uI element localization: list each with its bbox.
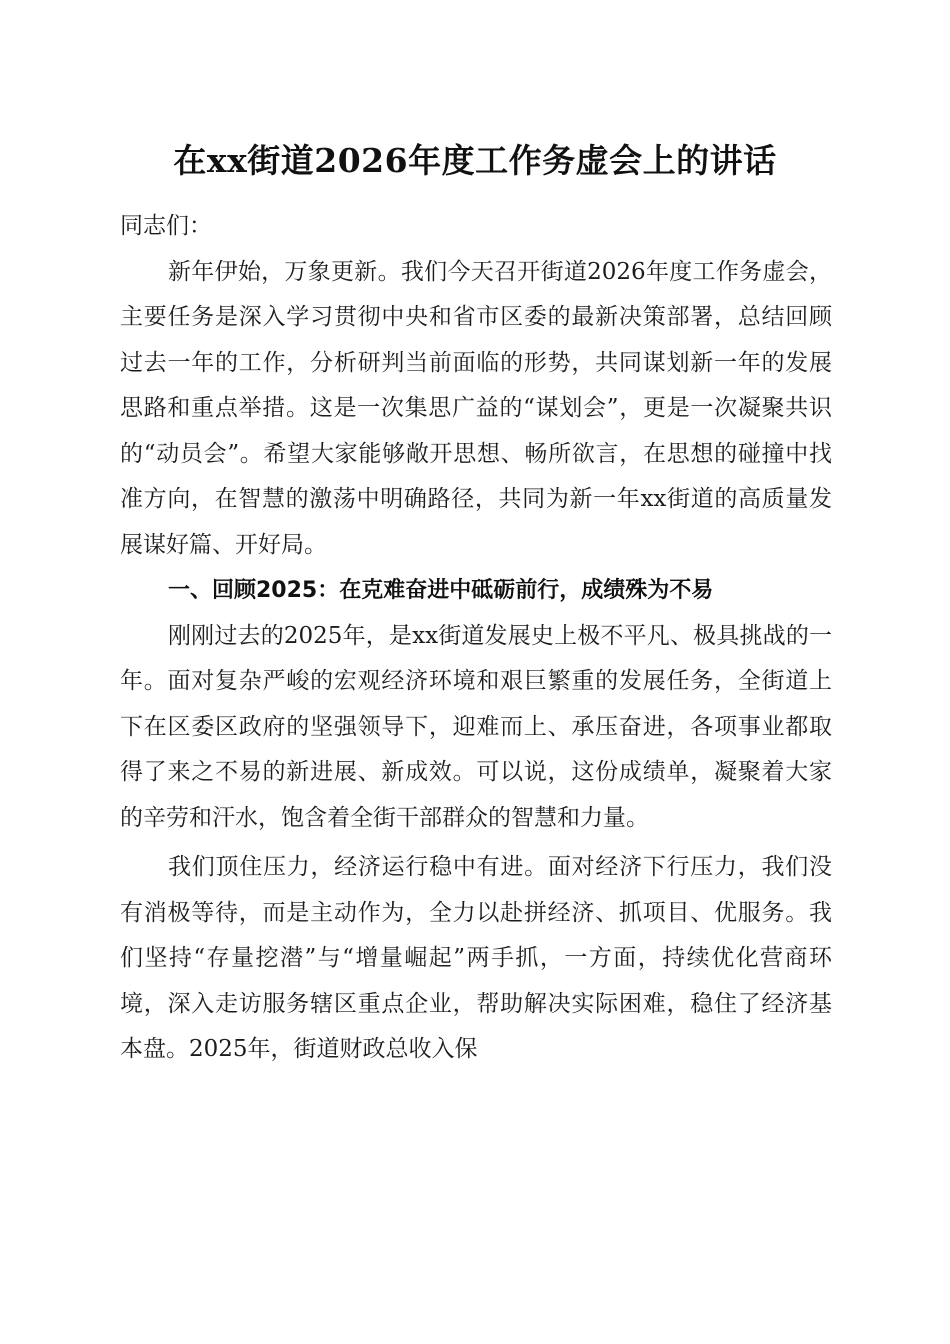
- opening-paragraph: 新年伊始，万象更新。我们今天召开街道2026年度工作务虚会，主要任务是深入学习贯彻中央和省市区委的最新决策部署，总结回顾过去一年的工作，分析研判当前面临的形势，共同谋划新一年的发展思路和重点举措。这是一次集思广益的“谋划会”，更是一次凝聚共识的“动员会”。希望大家能够敞开思想、畅所欲言，在思想的碰撞中找准方向，在智慧的激荡中明确路径，共同为新一年xx街道的高质量发展谋好篇、开好局。: [120, 258, 832, 558]
- salutation: 同志们：: [120, 213, 212, 239]
- section-paragraph-1: 刚刚过去的2025年，是xx街道发展史上极不平凡、极具挑战的一年。面对复杂严峻的宏观经济环境和艰巨繁重的发展任务，全街道上下在区委区政府的坚强领导下，迎难而上、承压奋进，各项事业都取得了来之不易的新进展、新成效。可以说，这份成绩单，凝聚着大家的辛劳和汗水，饱含着全街干部群众的智慧和力量。: [120, 622, 832, 831]
- document-body: [120, 204, 832, 1073]
- section-paragraph-2: 我们顶住压力，经济运行稳中有进。面对经济下行压力，我们没有消极等待，而是主动作为，全力以赴拼经济、抓项目、优服务。我们坚持“存量挖潜”与“增量崛起”两手抓，一方面，持续优化营商环境，深入走访服务辖区重点企业，帮助解决实际困难，稳住了经济基本盘。2025年，街道财政总收入保: [120, 854, 832, 1062]
- document-title: 在xx街道2026年度工作务虚会上的讲话: [173, 141, 777, 180]
- section-heading: 一、回顾2025：在克难奋进中砥砺前行，成绩殊为不易: [168, 578, 714, 603]
